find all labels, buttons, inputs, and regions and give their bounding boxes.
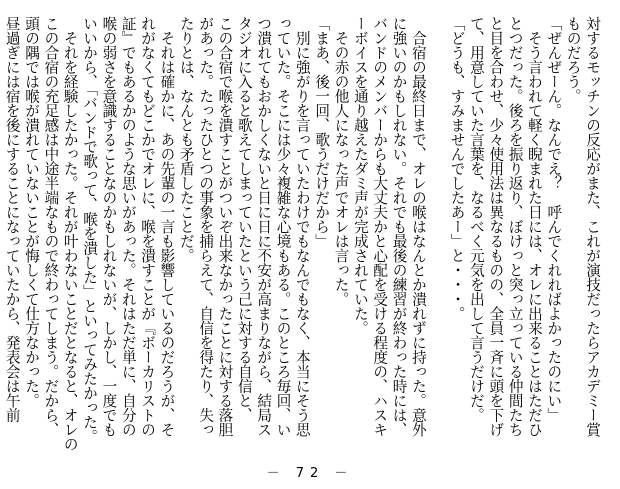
body-text bbox=[3, 16, 602, 451]
text-column: と目を合わせ、少々使用法は異なるものの、全員一斉に頭を下げ bbox=[487, 16, 505, 437]
text-column: 証』でもあるかのような思いがあった。それはただ単に、自分の bbox=[119, 16, 137, 437]
text-column: それは確かに、あの先輩の一言も影響しているのだろうが、そ bbox=[158, 16, 176, 437]
page-number: － 72 － bbox=[266, 466, 354, 481]
text-column: 「まあ、後一回、歌うだけだから」 bbox=[313, 16, 331, 248]
blank-column bbox=[428, 16, 447, 442]
text-column: て、用意していた言葉を、なるべく元気を出して言うだけだ。 bbox=[467, 16, 485, 422]
text-column: れがなくてもどこかでオレに、喉を潰すことが『ボーカリストの bbox=[139, 16, 157, 437]
text-column: 「どうも、すみませんでしたあー」と・・・。 bbox=[448, 16, 466, 321]
text-column: ーボイスを通り越えたダミ声が完成されていた。 bbox=[351, 16, 369, 335]
text-column: つ潰れてもおかしくないと日に日に不安が高まりながら、結局ス bbox=[255, 16, 273, 437]
text-column: そう言われて軽く睨まれた日には、オレに出来ることはただひ bbox=[525, 16, 543, 437]
text-column: 合宿の最終日まで、オレの喉はなんとか潰れずに持った。意外 bbox=[409, 16, 427, 437]
text-column: 対するモッチンの反応がまた、これが演技だったらアカデミー賞 bbox=[584, 16, 601, 437]
text-column: 昼過ぎには宿を後にすることになっていたから、発表会は午前 bbox=[3, 16, 21, 422]
text-column: それを経験したかった。それが叶わないことだとなると、オレの bbox=[61, 16, 79, 451]
text-column: ものだろう。 bbox=[564, 16, 582, 103]
text-column: その赤の他人になった声でオレは言った。 bbox=[332, 16, 350, 306]
text-column: この合宿の充足感は中途半端なもので終わってしまう。だから、 bbox=[42, 16, 60, 437]
text-column: タジオに入ると歌えてしまっていたという己に対する自信と、 bbox=[235, 16, 253, 422]
text-column: 「ぜんぜーん。なんでえ？ 呼んでくれればよかったのにい」 bbox=[545, 16, 563, 422]
text-column: に強いのかもしれない。それでも最後の練習が終わった時には、 bbox=[390, 16, 408, 437]
text-column: たりとは、なんとも矛盾したことだ。 bbox=[177, 16, 195, 263]
text-column: とつだった。後ろを振り返り、ぼけっと突っ立っている仲間たち bbox=[506, 16, 524, 437]
text-column: 喉の弱さを意識することなのかもしれないが、しかし、一度でも bbox=[100, 16, 118, 437]
text-column: 頭の隅では喉が潰れていないことが悔しくて仕方なかった。 bbox=[23, 16, 41, 408]
text-column: 別に強がりを言っていたわけでもなんでもなく、本当にそう思 bbox=[293, 16, 311, 437]
text-column: いいから、「バンドで歌って、喉を潰した」といってみたかった。 bbox=[81, 16, 99, 444]
text-column: バンドのメンバーからも大丈夫かと心配を受ける程度の、ハスキ bbox=[371, 16, 389, 437]
text-column: この合宿で喉を潰すことがついぞ出来なかったことに対する落胆 bbox=[216, 16, 234, 437]
text-column: があった。たったひとつの事象を捕らえて、自信を得たり、失っ bbox=[197, 16, 215, 437]
text-column: っていた。そこには少々複雑な心境もある。このところ毎回、い bbox=[274, 16, 292, 437]
